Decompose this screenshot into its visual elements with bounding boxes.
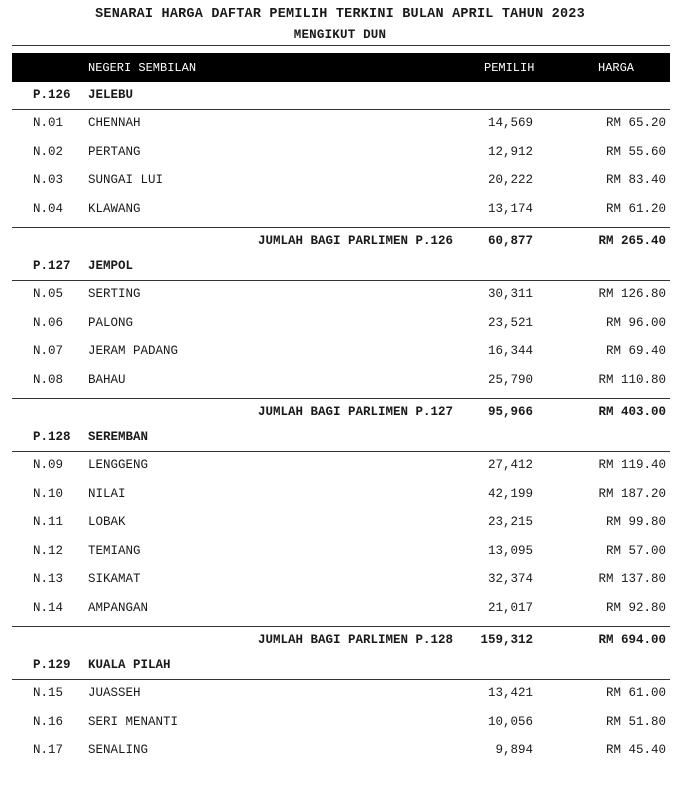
dun-harga: RM 61.00 bbox=[605, 686, 666, 700]
dun-name: PERTANG bbox=[88, 144, 141, 159]
dun-row bbox=[0, 314, 680, 334]
dun-code: N.04 bbox=[33, 201, 64, 216]
subtotal-pemilih: 95,966 bbox=[487, 405, 533, 419]
dun-row bbox=[0, 570, 680, 590]
dun-row bbox=[0, 143, 680, 163]
row-divider bbox=[12, 280, 670, 281]
dun-pemilih: 27,412 bbox=[487, 458, 533, 472]
dun-harga: RM 99.80 bbox=[605, 515, 666, 529]
parliament-heading bbox=[0, 86, 680, 106]
dun-code: N.03 bbox=[33, 173, 64, 187]
document-subtitle: MENGIKUT DUN bbox=[293, 28, 387, 42]
dun-name: PALONG bbox=[88, 315, 134, 330]
dun-code: N.01 bbox=[33, 116, 64, 130]
parliament-heading bbox=[0, 656, 680, 676]
dun-harga: RM 55.60 bbox=[605, 144, 666, 159]
dun-harga: RM 92.80 bbox=[605, 600, 666, 615]
dun-code: N.07 bbox=[33, 344, 64, 358]
document-title: SENARAI HARGA DAFTAR PEMILIH TERKINI BULAN APRIL TAHUN 2023 bbox=[95, 7, 585, 22]
dun-harga: RM 61.20 bbox=[605, 201, 666, 216]
dun-name: SUNGAI LUI bbox=[88, 173, 164, 187]
dun-code: N.09 bbox=[33, 458, 64, 472]
dun-code: N.17 bbox=[33, 743, 64, 757]
dun-code: N.10 bbox=[33, 486, 64, 501]
dun-name: NILAI bbox=[88, 486, 126, 501]
dun-harga: RM 65.20 bbox=[605, 116, 666, 130]
dun-harga: RM 96.00 bbox=[605, 315, 666, 330]
dun-name: JUASSEH bbox=[88, 686, 141, 700]
dun-pemilih: 20,222 bbox=[487, 173, 533, 187]
dun-code: N.11 bbox=[33, 515, 64, 529]
header-negeri: NEGERI SEMBILAN bbox=[88, 61, 197, 75]
dun-harga: RM 137.80 bbox=[598, 572, 666, 586]
subtotal-row bbox=[0, 403, 680, 423]
dun-row bbox=[0, 599, 680, 619]
dun-row bbox=[0, 684, 680, 704]
subtotal-row bbox=[0, 631, 680, 651]
subtotal-label: JUMLAH BAGI PARLIMEN P.126 bbox=[257, 234, 453, 248]
dun-name: KLAWANG bbox=[88, 201, 141, 216]
dun-row bbox=[0, 171, 680, 191]
row-divider bbox=[12, 679, 670, 680]
dun-harga: RM 110.80 bbox=[598, 372, 666, 387]
parliament-name: JELEBU bbox=[88, 88, 134, 102]
subtotal-row bbox=[0, 232, 680, 252]
dun-name: SIKAMAT bbox=[88, 572, 141, 586]
dun-harga: RM 126.80 bbox=[598, 287, 666, 301]
dun-name: JERAM PADANG bbox=[88, 344, 179, 358]
dun-name: SENALING bbox=[88, 743, 149, 757]
dun-name: SERI MENANTI bbox=[88, 714, 179, 729]
dun-pemilih: 42,199 bbox=[487, 486, 533, 501]
row-divider bbox=[12, 451, 670, 452]
dun-harga: RM 57.00 bbox=[605, 543, 666, 558]
dun-pemilih: 21,017 bbox=[487, 600, 533, 615]
dun-row bbox=[0, 542, 680, 562]
dun-pemilih: 9,894 bbox=[495, 743, 533, 757]
dun-pemilih: 23,521 bbox=[487, 315, 533, 330]
dun-name: CHENNAH bbox=[88, 116, 141, 130]
parliament-code: P.126 bbox=[33, 88, 71, 102]
dun-harga: RM 83.40 bbox=[605, 173, 666, 187]
dun-harga: RM 69.40 bbox=[605, 344, 666, 358]
dun-name: AMPANGAN bbox=[88, 600, 149, 615]
dun-pemilih: 13,095 bbox=[487, 543, 533, 558]
dun-pemilih: 14,569 bbox=[487, 116, 533, 130]
subtotal-harga: RM 403.00 bbox=[598, 405, 666, 419]
dun-name: SERTING bbox=[88, 287, 141, 301]
dun-row bbox=[0, 485, 680, 505]
dun-row bbox=[0, 713, 680, 733]
dun-name: LOBAK bbox=[88, 515, 126, 529]
dun-harga: RM 187.20 bbox=[598, 486, 666, 501]
header-harga: HARGA bbox=[598, 61, 635, 75]
parliament-code: P.129 bbox=[33, 658, 71, 672]
subtotal-label: JUMLAH BAGI PARLIMEN P.127 bbox=[257, 405, 453, 419]
dun-harga: RM 45.40 bbox=[605, 743, 666, 757]
dun-row bbox=[0, 342, 680, 362]
subtotal-label: JUMLAH BAGI PARLIMEN P.128 bbox=[257, 633, 453, 647]
dun-name: TEMIANG bbox=[88, 543, 141, 558]
dun-pemilih: 10,056 bbox=[487, 714, 533, 729]
dun-code: N.16 bbox=[33, 714, 64, 729]
dun-code: N.02 bbox=[33, 144, 64, 159]
dun-pemilih: 13,421 bbox=[487, 686, 533, 700]
row-divider bbox=[12, 227, 670, 228]
dun-pemilih: 12,912 bbox=[487, 144, 533, 159]
dun-code: N.13 bbox=[33, 572, 64, 586]
dun-code: N.05 bbox=[33, 287, 64, 301]
dun-pemilih: 32,374 bbox=[487, 572, 533, 586]
subtotal-pemilih: 159,312 bbox=[480, 633, 533, 647]
dun-row bbox=[0, 741, 680, 761]
parliament-name: JEMPOL bbox=[88, 259, 134, 273]
header-pemilih: PEMILIH bbox=[484, 61, 535, 75]
dun-row bbox=[0, 456, 680, 476]
dun-code: N.06 bbox=[33, 315, 64, 330]
dun-code: N.15 bbox=[33, 686, 64, 700]
parliament-name: SEREMBAN bbox=[88, 430, 149, 444]
dun-row bbox=[0, 371, 680, 391]
dun-harga: RM 119.40 bbox=[598, 458, 666, 472]
dun-code: N.08 bbox=[33, 372, 64, 387]
dun-row bbox=[0, 285, 680, 305]
dun-row bbox=[0, 114, 680, 134]
subtotal-pemilih: 60,877 bbox=[487, 234, 533, 248]
dun-name: BAHAU bbox=[88, 372, 126, 387]
dun-pemilih: 23,215 bbox=[487, 515, 533, 529]
dun-code: N.14 bbox=[33, 600, 64, 615]
subtotal-harga: RM 265.40 bbox=[598, 234, 666, 248]
dun-pemilih: 30,311 bbox=[487, 287, 533, 301]
subtotal-harga: RM 694.00 bbox=[598, 633, 666, 647]
dun-name: LENGGENG bbox=[88, 458, 149, 472]
parliament-code: P.128 bbox=[33, 430, 71, 444]
row-divider bbox=[12, 398, 670, 399]
dun-pemilih: 13,174 bbox=[487, 201, 533, 216]
dun-pemilih: 25,790 bbox=[487, 372, 533, 387]
dun-code: N.12 bbox=[33, 543, 64, 558]
parliament-code: P.127 bbox=[33, 259, 71, 273]
dun-harga: RM 51.80 bbox=[605, 714, 666, 729]
parliament-heading bbox=[0, 428, 680, 448]
parliament-name: KUALA PILAH bbox=[88, 658, 171, 672]
dun-pemilih: 16,344 bbox=[487, 344, 533, 358]
row-divider bbox=[12, 626, 670, 627]
parliament-heading bbox=[0, 257, 680, 277]
dun-row bbox=[0, 513, 680, 533]
dun-row bbox=[0, 200, 680, 220]
row-divider bbox=[12, 109, 670, 110]
